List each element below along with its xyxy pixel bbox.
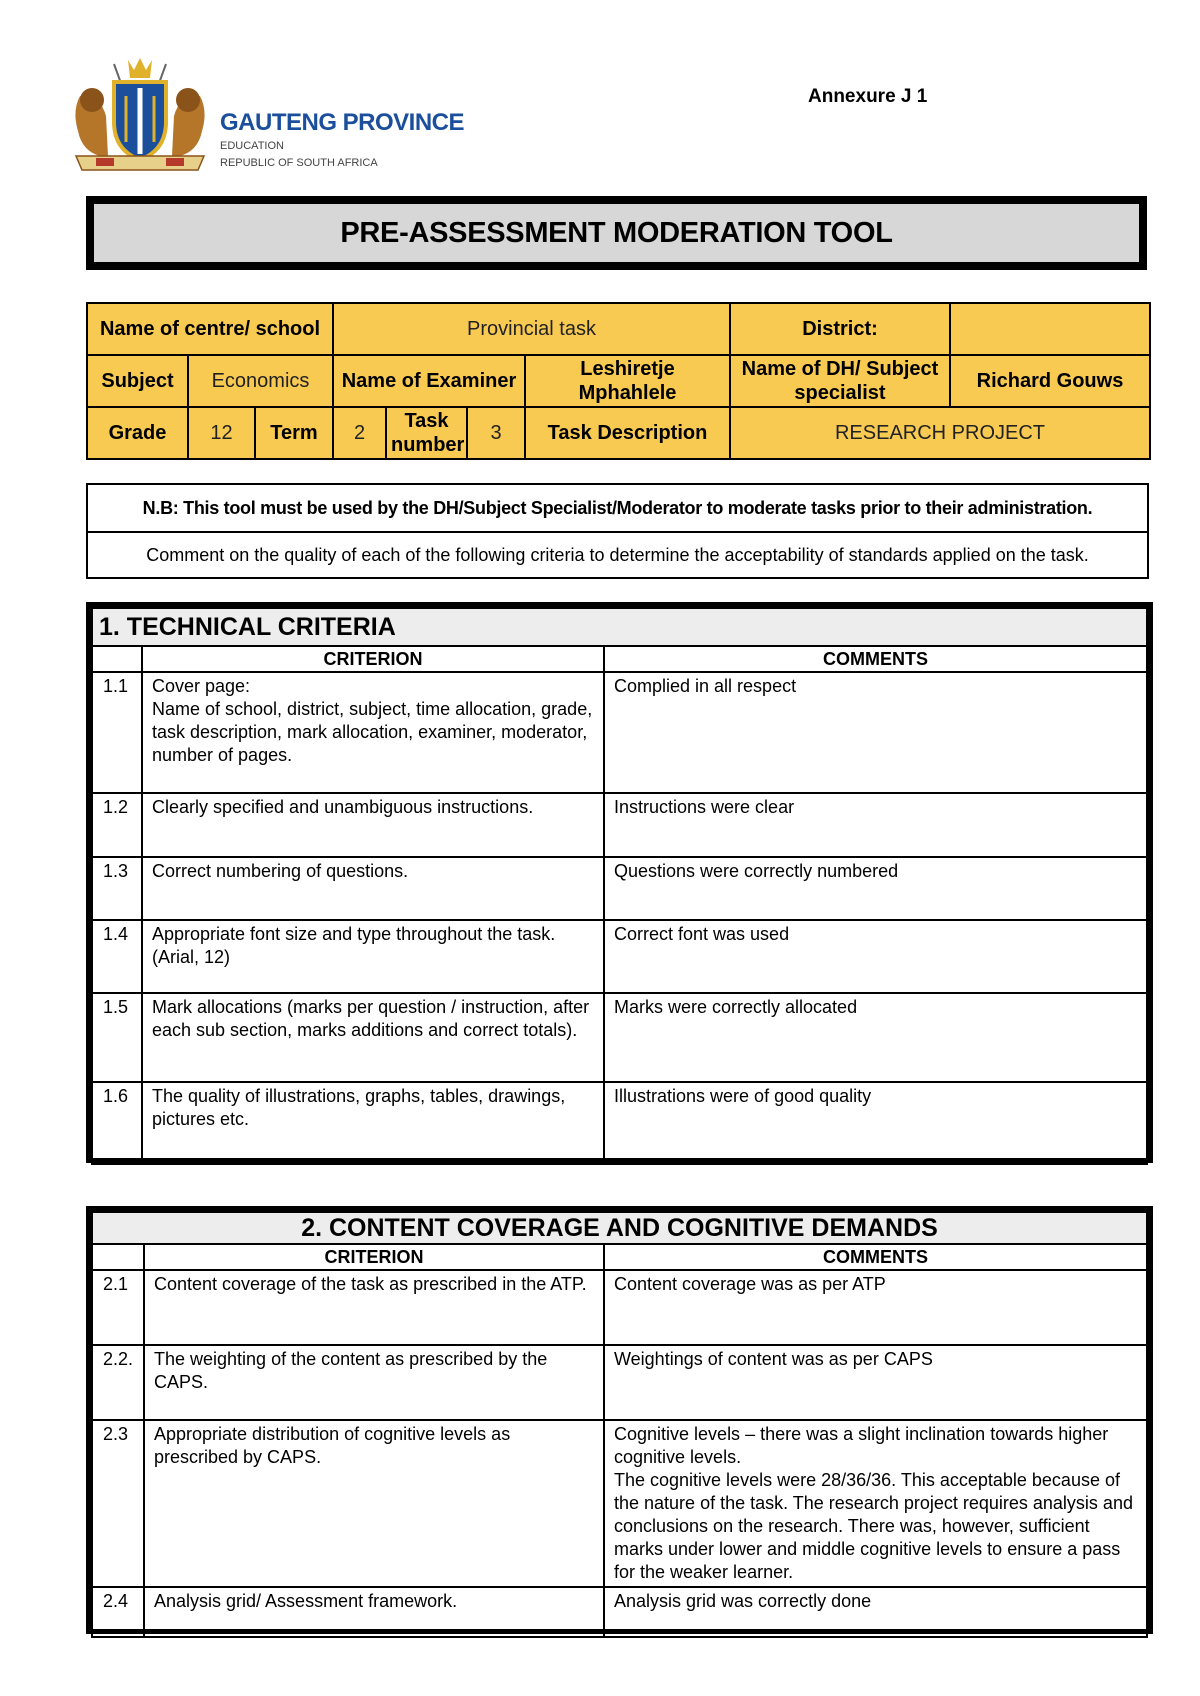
annexure-label: Annexure J 1 [808, 86, 928, 107]
row-number: 1.2 [92, 793, 142, 857]
criterion-header: CRITERION [144, 1244, 604, 1270]
row-number: 1.4 [92, 920, 142, 993]
task-number-label: Task number [386, 407, 467, 459]
page-title: PRE-ASSESSMENT MODERATION TOOL [340, 216, 893, 249]
brand-block [220, 110, 464, 170]
comment-cell: Marks were correctly allocated [604, 993, 1147, 1082]
info-table [86, 302, 1151, 460]
row-number: 1.1 [92, 672, 142, 793]
technical-criteria-table [91, 607, 1148, 1165]
row-number: 2.1 [92, 1270, 144, 1345]
row-number: 2.3 [92, 1420, 144, 1587]
table-row [92, 1420, 1147, 1587]
section-1-title: 1. TECHNICAL CRITERIA [92, 608, 1147, 646]
district-label: District: [730, 303, 950, 355]
row-number: 1.3 [92, 857, 142, 920]
term-value: 2 [333, 407, 386, 459]
examiner-value: Leshiretje Mphahlele [525, 355, 730, 407]
table-row [92, 1082, 1147, 1164]
comments-header: COMMENTS [604, 646, 1147, 672]
district-value [950, 303, 1150, 355]
row-number: 1.5 [92, 993, 142, 1082]
criterion-cell [142, 672, 604, 793]
criterion-cell: Correct numbering of questions. [142, 857, 604, 920]
criterion-cell: Content coverage of the task as prescribed in the ATP. [144, 1270, 604, 1345]
table-row [92, 857, 1147, 920]
brand-title: GAUTENG PROVINCE [220, 109, 465, 136]
task-number-value: 3 [467, 407, 525, 459]
dh-value: Richard Gouws [950, 355, 1150, 407]
table-row [92, 1345, 1147, 1420]
comment-cell: Questions were correctly numbered [604, 857, 1147, 920]
comment-cell: Content coverage was as per ATP [604, 1270, 1147, 1345]
nb-title: N.B: This tool must be used by the DH/Subject Specialist/Moderator to moderate tasks prior to their administration. [87, 484, 1148, 532]
criterion-cell: Analysis grid/ Assessment framework. [144, 1587, 604, 1637]
header-blank [92, 646, 142, 672]
table-row [92, 1270, 1147, 1345]
task-description-label: Task Description [525, 407, 730, 459]
table-row [92, 672, 1147, 793]
subject-label: Subject [87, 355, 188, 407]
comment-cell: Weightings of content was as per CAPS [604, 1345, 1147, 1420]
criterion-header: CRITERION [142, 646, 604, 672]
dh-label: Name of DH/ Subject specialist [730, 355, 950, 407]
brand-line-1: EDUCATION [220, 140, 284, 152]
subject-value: Economics [188, 355, 333, 407]
section-2-title: 2. CONTENT COVERAGE AND COGNITIVE DEMANDS [92, 1212, 1147, 1244]
nb-box [86, 483, 1149, 579]
task-description-value: RESEARCH PROJECT [730, 407, 1150, 459]
comment-cell: Correct font was used [604, 920, 1147, 993]
criterion-cell: The weighting of the content as prescribed by the CAPS. [144, 1345, 604, 1420]
criterion-line: Name of school, district, subject, time allocation, grade, task description, mark allocation, examiner, moderator, number of pages. [152, 699, 593, 765]
centre-value: Provincial task [333, 303, 730, 355]
comment-cell: Illustrations were of good quality [604, 1082, 1147, 1164]
criterion-cell: The quality of illustrations, graphs, tables, drawings, pictures etc. [142, 1082, 604, 1164]
term-label: Term [255, 407, 333, 459]
centre-label: Name of centre/ school [87, 303, 333, 355]
criterion-cell: Clearly specified and unambiguous instructions. [142, 793, 604, 857]
criterion-cell: Appropriate distribution of cognitive levels as prescribed by CAPS. [144, 1420, 604, 1587]
table-row [92, 920, 1147, 993]
table-row [92, 1587, 1147, 1637]
comments-header: COMMENTS [604, 1244, 1147, 1270]
title-box [86, 196, 1147, 270]
row-number: 1.6 [92, 1082, 142, 1164]
criterion-line: Cover page: [152, 676, 251, 696]
coat-of-arms-icon [70, 56, 210, 174]
content-coverage-table [91, 1211, 1148, 1638]
row-number: 2.2. [92, 1345, 144, 1420]
technical-criteria-section [86, 602, 1153, 1163]
content-coverage-section [86, 1206, 1153, 1634]
header-blank [92, 1244, 144, 1270]
comment-cell: Instructions were clear [604, 793, 1147, 857]
examiner-label: Name of Examiner [333, 355, 525, 407]
comment-cell: Complied in all respect [604, 672, 1147, 793]
table-row [92, 793, 1147, 857]
comment-cell [604, 1420, 1147, 1587]
criterion-cell: Appropriate font size and type throughout the task. (Arial, 12) [142, 920, 604, 993]
table-row [92, 993, 1147, 1082]
grade-value: 12 [188, 407, 255, 459]
row-number: 2.4 [92, 1587, 144, 1637]
comment-cell: Analysis grid was correctly done [604, 1587, 1147, 1637]
nb-comment: Comment on the quality of each of the following criteria to determine the acceptability of standards applied on the task. [87, 532, 1148, 578]
comment-line: Cognitive levels – there was a slight inclination towards higher cognitive levels. [614, 1424, 1109, 1467]
criterion-cell: Mark allocations (marks per question / instruction, after each sub section, marks additions and correct totals). [142, 993, 604, 1082]
grade-label: Grade [87, 407, 188, 459]
comment-line: The cognitive levels were 28/36/36. This acceptable because of the nature of the task. The research project requires analysis and conclusions on the research. There was, however, sufficient marks under lower and middle cognitive levels to ensure a pass for the weaker learner. [614, 1470, 1133, 1582]
brand-line-2: REPUBLIC OF SOUTH AFRICA [220, 157, 378, 169]
